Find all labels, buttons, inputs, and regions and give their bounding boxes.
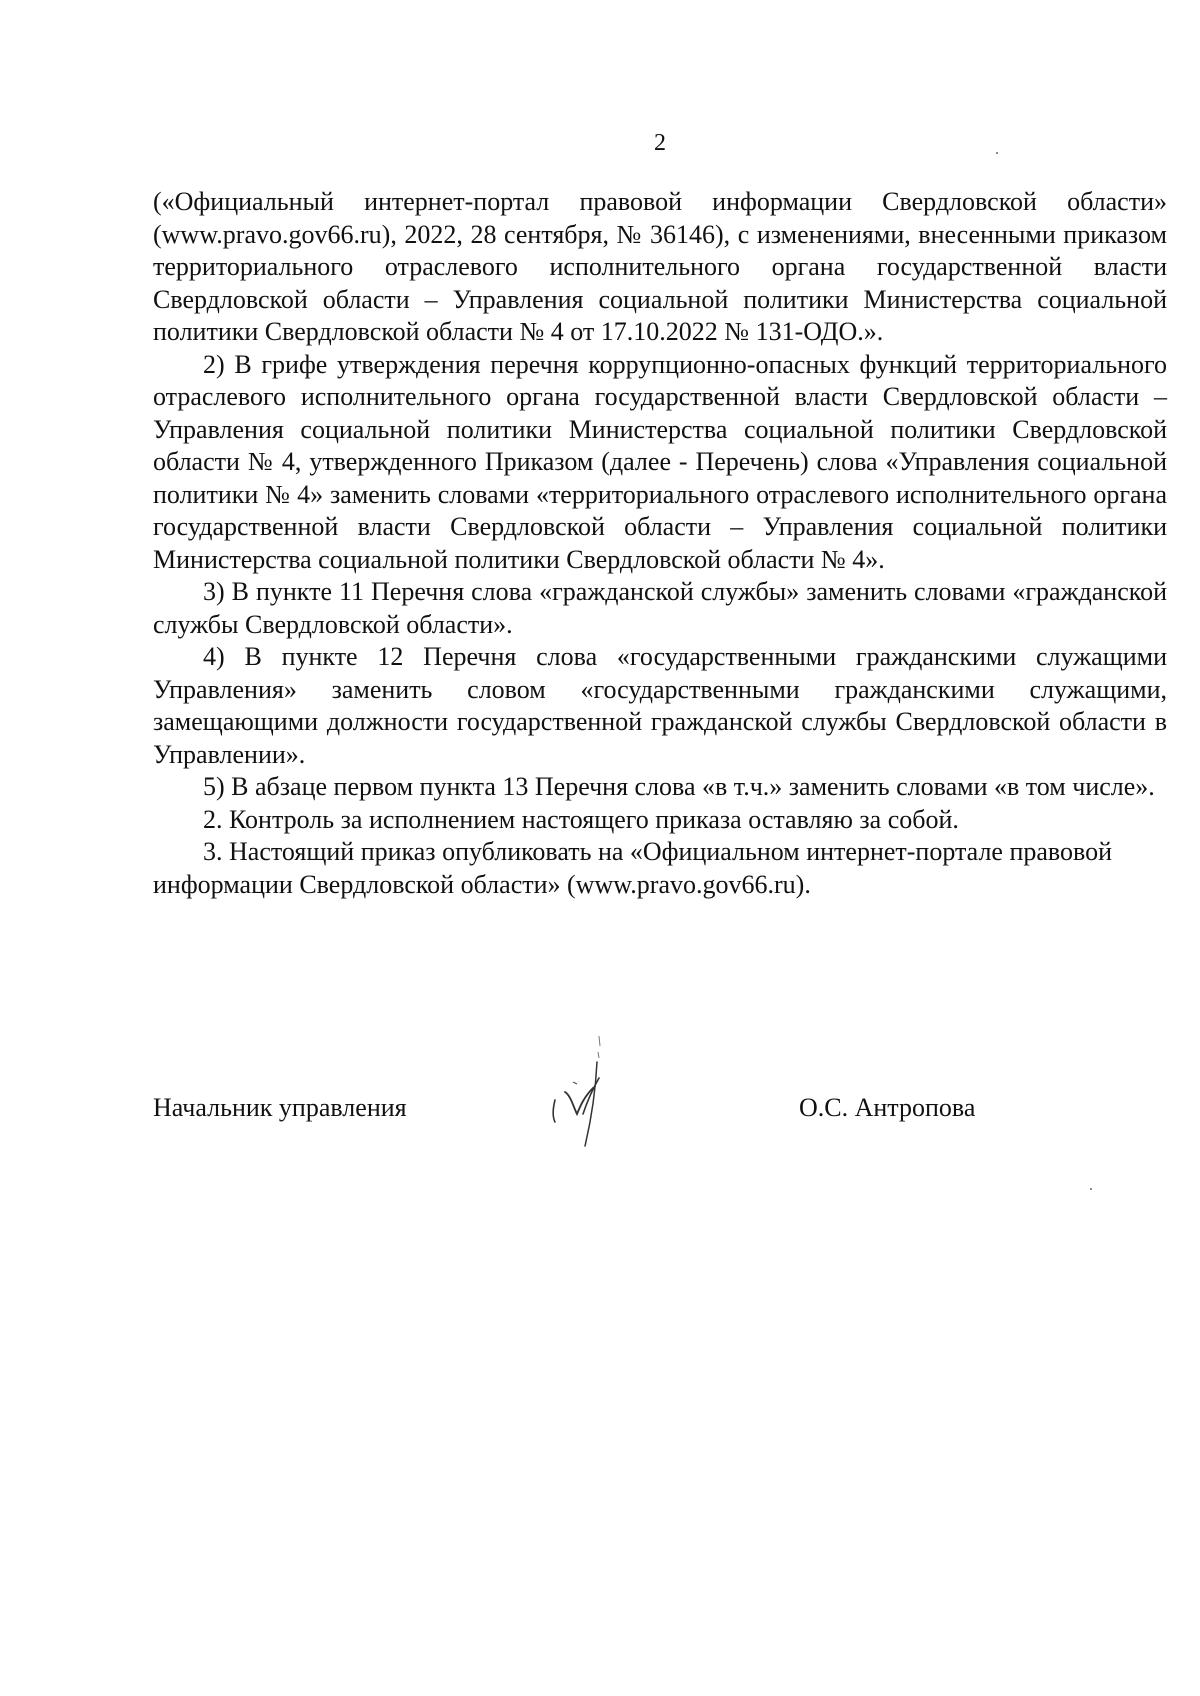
scan-speck — [1090, 1188, 1092, 1190]
paragraph-item-2: 2) В грифе утверждения перечня коррупционно-опасных функций территориального отраслевого исполнительного органа государственной власти Свердловской области – Управления социальной политики Министерства социальной политики Свердловской области № 4, утвержденного Приказом (далее - Перечень) слова «Управления социальной политики № 4» заменить словами «территориального отраслевого исполнительного органа государственной власти Свердловской области – Управления социальной политики Министерства социальной политики Свердловской области № 4». — [153, 349, 1167, 574]
page-number: 2 — [654, 130, 666, 156]
paragraph-clause-3: 3. Настоящий приказ опубликовать на «Официальном интернет-портале правовой информации Свердловской области» (www.pravo.gov66.ru). — [153, 837, 1113, 899]
signatory-position: Начальник управления — [153, 1093, 407, 1122]
scan-speck — [996, 152, 998, 154]
document-body — [153, 186, 1167, 901]
handwritten-signature — [533, 1022, 643, 1152]
paragraph-clause-2: 2. Контроль за исполнением настоящего приказа оставляю за собой. — [203, 804, 959, 834]
paragraph-item-4: 4) В пункте 12 Перечня слова «государственными гражданскими служащими Управления» заменить словом «государственными гражданскими служащими, замещающими должности государственной гражданской службы Свердловской области в Управлении». — [153, 642, 1167, 769]
signature-block — [153, 1092, 1167, 1132]
signatory-name: О.С. Антропова — [799, 1093, 976, 1122]
paragraph-continuation: («Официальный интернет-портал правовой информации Свердловской области» (www.pravo.gov66.ru), 2022, 28 сентября, № 36146), с изменениями, внесенными приказом территориального отраслевого исполнительного органа государственной власти Свердловской области – Управления социальной политики Министерства социальной политики Свердловской области № 4 от 17.10.2022 № 131-ОДО.». — [153, 187, 1167, 346]
paragraph-item-3: 3) В пункте 11 Перечня слова «гражданской службы» заменить словами «гражданской службы Свердловской области». — [153, 577, 1167, 639]
paragraph-item-5: 5) В абзаце первом пункта 13 Перечня слова «в т.ч.» заменить словами «в том числе». — [203, 772, 1155, 801]
